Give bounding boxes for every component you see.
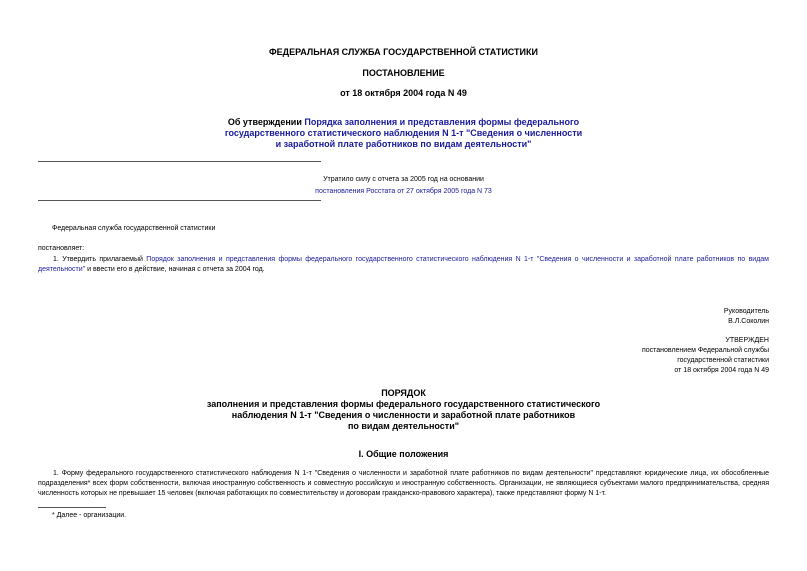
procedure-line2: наблюдения N 1-т "Сведения о численности и заработной плате работников: [231, 410, 576, 420]
procedure-line3: по видам деятельности": [347, 421, 460, 431]
approval-line4: от 18 октября 2004 года N 49: [674, 367, 769, 374]
signature-role: Руководитель: [723, 308, 769, 315]
procedure-title-block: [0, 388, 807, 432]
doc-title: [0, 117, 807, 150]
divider-top: [38, 161, 321, 162]
status-line1: Утратило силу с отчета за 2005 год на основании: [323, 176, 484, 183]
item1-suffix: и ввести его в действие, начиная с отчета за 2004 год.: [85, 266, 265, 273]
doc-type: ПОСТАНОВЛЕНИЕ: [362, 68, 445, 78]
status-note: [0, 175, 807, 197]
approval-line2: постановлением Федеральной службы: [641, 347, 769, 354]
item1-prefix: 1. Утвердить прилагаемый: [53, 256, 147, 263]
item1-link[interactable]: Порядок заполнения и представления формы федерального государственного статистического наблюдения N 1-т "Сведения о численности и заработной плате работников по видам деятельности": [38, 256, 769, 273]
approval-line3: государственной статистики: [677, 357, 769, 364]
section1-heading: I. Общие положения: [358, 449, 449, 459]
approval-line1: УТВЕРЖДЕН: [725, 337, 769, 344]
section1-para1: 1. Форму федерального государственного статистического наблюдения N 1-т "Сведения о численности и заработной плате работников по видам деятельности" представляют юридические лица, их обособленные подразделения* всех форм собственности, включая иностранную собственность и совместную российскую и иностранную собственность. Организации, не являющиеся субъектами малого предпринимательства, средняя численность которых не превышает 15 человек (включая работающих по совместительству и договорам гражданско-правового характера), также представляют форму N 1-т.: [38, 470, 769, 497]
doc-date-number: от 18 октября 2004 года N 49: [340, 88, 467, 98]
signature-name: В.Л.Соколин: [728, 318, 769, 325]
title-line3[interactable]: и заработной плате работников по видам деятельности": [275, 139, 532, 149]
footnote-rule: [38, 507, 106, 508]
footnote: * Далее - организации.: [52, 512, 127, 519]
divider-bottom: [38, 200, 321, 201]
agency-line: Федеральная служба государственной статистики: [52, 225, 216, 232]
procedure-line1: заполнения и представления формы федерального государственного статистического: [206, 399, 601, 409]
title-link[interactable]: Порядка заполнения и представления формы федерального: [304, 117, 580, 127]
title-line2[interactable]: государственного статистического наблюдения N 1-т "Сведения о численности: [224, 128, 583, 138]
decree-word: постановляет:: [38, 245, 85, 252]
item1-paragraph: [38, 255, 769, 275]
status-link[interactable]: постановления Росстата от 27 октября 2005 года N 73: [315, 188, 492, 195]
agency-heading: ФЕДЕРАЛЬНАЯ СЛУЖБА ГОСУДАРСТВЕННОЙ СТАТИСТИКИ: [269, 47, 538, 57]
signature-block: [724, 307, 769, 327]
title-prefix: Об утверждении: [227, 117, 305, 127]
approval-block: [642, 336, 769, 376]
procedure-title: ПОРЯДОК: [381, 388, 426, 398]
